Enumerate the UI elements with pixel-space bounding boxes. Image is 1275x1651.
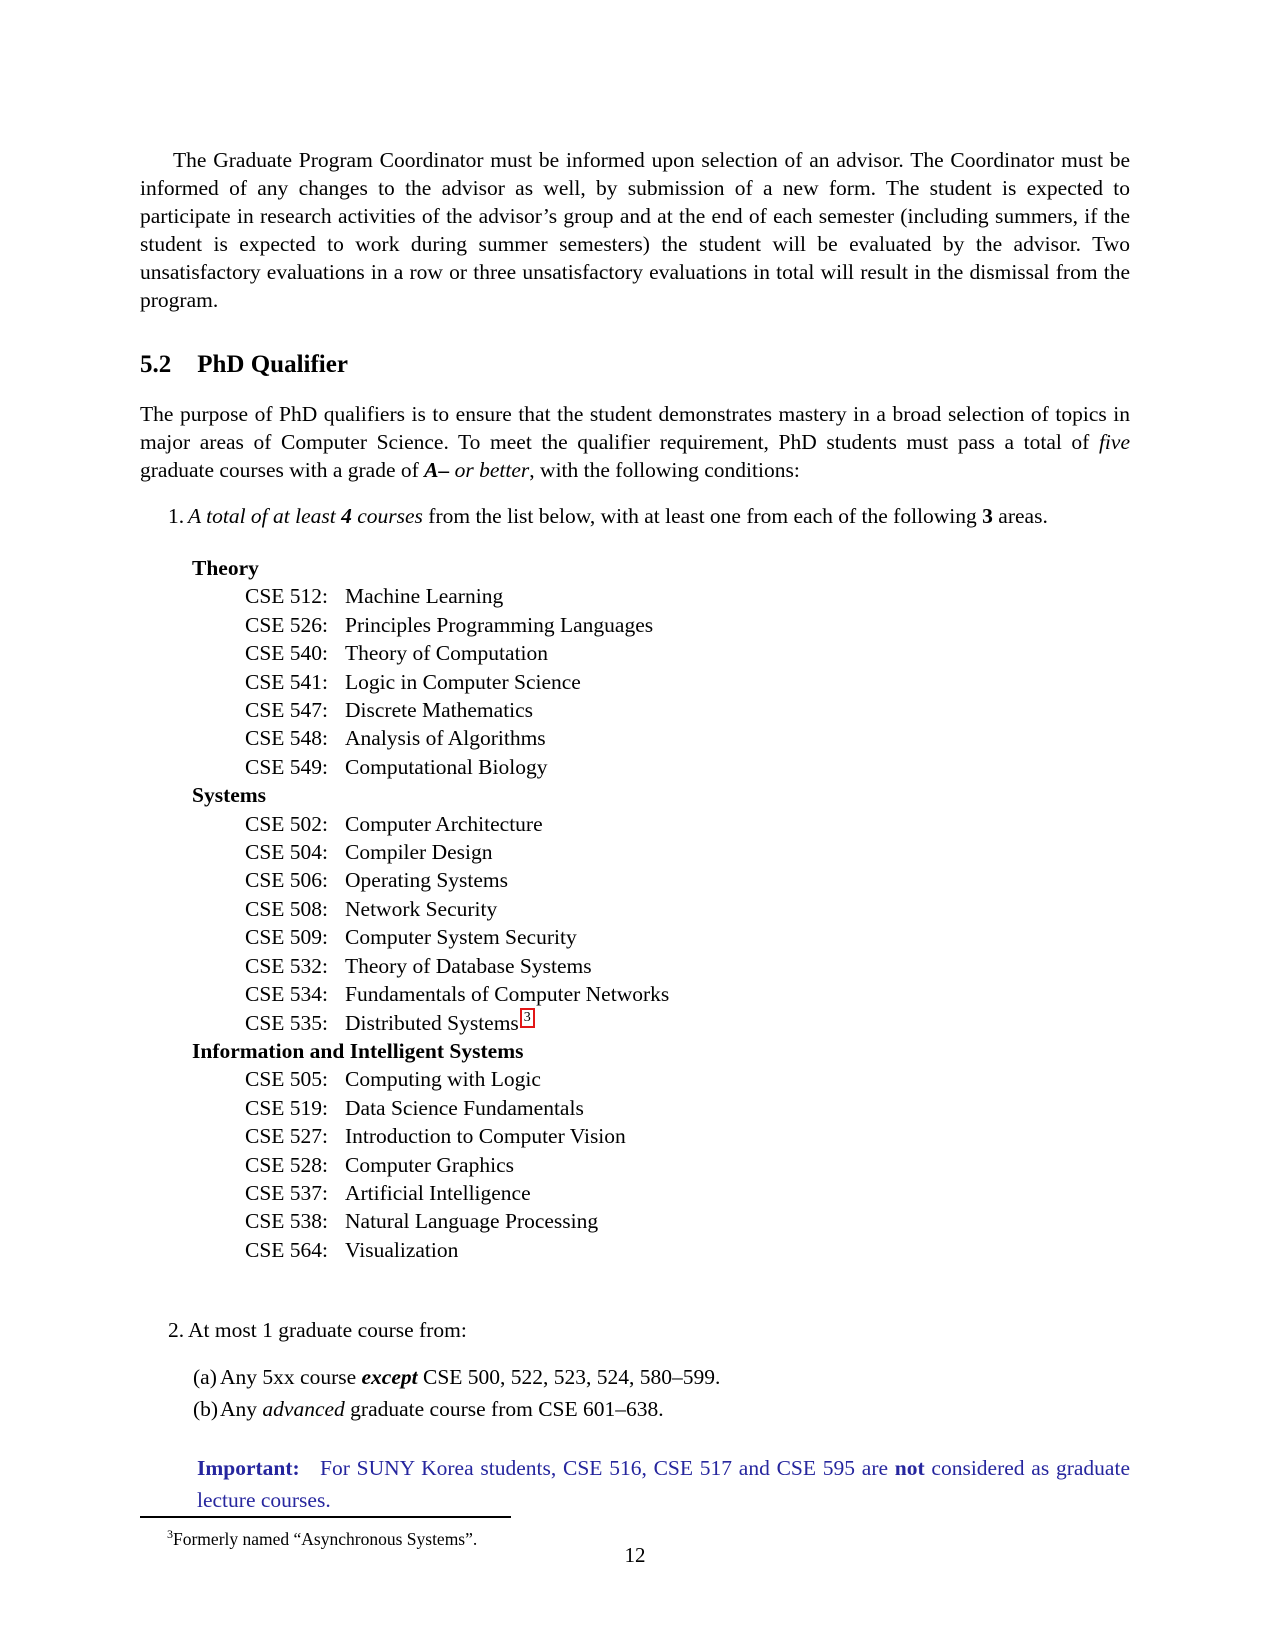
- section-number: 5.2: [140, 351, 172, 378]
- course-title: Computer System Security: [345, 925, 577, 950]
- subitem-a: [140, 1363, 1130, 1391]
- course-title: Natural Language Processing: [345, 1209, 599, 1234]
- area-heading-information-and-intelligent-systems: Information and Intelligent Systems: [192, 1038, 524, 1063]
- list-item-1: [140, 502, 1130, 530]
- course-title: Machine Learning: [345, 584, 504, 609]
- text-segment: courses: [351, 504, 423, 528]
- course-title: Fundamentals of Computer Networks: [345, 982, 670, 1007]
- course-title: Operating Systems: [345, 868, 509, 893]
- course-line: [140, 639, 1130, 667]
- section-heading: [140, 350, 1130, 380]
- text-segment: The purpose of PhD qualifiers is to ensure that the student demonstrates mastery in a broad selection of topics in major areas of Computer Science. To meet the qualifier requirement, PhD students must pass a total of: [140, 402, 1130, 454]
- footnote-text: Formerly named “Asynchronous Systems”.: [173, 1528, 478, 1549]
- course-code: CSE 538:: [245, 1209, 329, 1234]
- subitem-b-text: [220, 1397, 664, 1421]
- purpose-paragraph: [140, 400, 1130, 484]
- course-title: Theory of Computation: [345, 641, 549, 666]
- course-code: CSE 519:: [245, 1095, 329, 1120]
- course-line: [140, 668, 1130, 696]
- course-code: CSE 535:: [245, 1010, 329, 1035]
- course-code: CSE 504:: [245, 840, 329, 865]
- course-line: [140, 1065, 1130, 1093]
- item-2-text: At most 1 graduate course from:: [188, 1318, 467, 1343]
- subitem-b: [140, 1395, 1130, 1423]
- course-code: CSE 548:: [245, 726, 329, 751]
- course-code: CSE 534:: [245, 982, 329, 1007]
- course-title: Computing with Logic: [345, 1067, 541, 1092]
- course-code: CSE 537:: [245, 1180, 329, 1205]
- course-code: CSE 547:: [245, 698, 329, 723]
- footnote-link[interactable]: 3: [520, 1008, 535, 1028]
- text-segment: Any 5xx course: [220, 1365, 362, 1390]
- intro-paragraph: The Graduate Program Coordinator must be informed upon selection of an advisor. The Coordinator must be informed of any changes to the advisor as well, by submission of a new form. The student is expected to participate in research activities of the advisor’s group and at the end of each semester (including summers, if the student is expected to work during summer semesters) the student will be evaluated by the advisor. Two unsatisfactory evaluations in a row or three unsatisfactory evaluations in total will result in the dismissal from the program.: [140, 148, 1130, 312]
- course-code: CSE 527:: [245, 1124, 329, 1149]
- text-segment: five: [1098, 430, 1130, 454]
- course-title: Computer Graphics: [345, 1152, 514, 1177]
- footnote-rule: [140, 1516, 511, 1518]
- course-title: Artificial Intelligence: [345, 1180, 531, 1205]
- course-code: CSE 564:: [245, 1237, 329, 1262]
- text-segment: , with the following conditions:: [529, 458, 800, 482]
- item-1-marker: 1.: [168, 504, 185, 528]
- page-content: [140, 0, 1130, 1567]
- course-code: CSE 512:: [245, 584, 329, 609]
- course-code: CSE 532:: [245, 953, 329, 978]
- course-title: Network Security: [345, 896, 498, 921]
- course-title: Computational Biology: [345, 754, 548, 779]
- course-title: Logic in Computer Science: [345, 669, 581, 694]
- course-code: CSE 502:: [245, 811, 329, 836]
- course-line: [140, 838, 1130, 866]
- course-line: [140, 1236, 1130, 1264]
- subitem-b-marker: (b): [193, 1397, 219, 1422]
- course-area-list: [140, 554, 1130, 1264]
- text-segment: 4: [341, 504, 352, 528]
- list-item-2: [140, 1316, 1130, 1344]
- text-segment: CSE 500, 522, 523, 524, 580–599.: [417, 1365, 721, 1390]
- area-heading-systems: Systems: [192, 783, 267, 808]
- text-segment: from the list below, with at least one from each of the following: [422, 504, 983, 528]
- course-line: [140, 1151, 1130, 1179]
- text-segment: advanced: [262, 1397, 345, 1422]
- course-code: CSE 508:: [245, 896, 329, 921]
- course-title: Computer Architecture: [345, 811, 543, 836]
- course-line: [140, 1094, 1130, 1122]
- text-segment: or better: [449, 458, 530, 482]
- footnote-marker: 3: [167, 1527, 173, 1542]
- course-title: Visualization: [345, 1237, 459, 1262]
- course-line: [140, 1009, 1130, 1037]
- course-title: Discrete Mathematics: [345, 698, 534, 723]
- course-line: [140, 866, 1130, 894]
- text-segment: Important:: [197, 1456, 300, 1481]
- course-line: [140, 810, 1130, 838]
- text-segment: areas.: [992, 504, 1048, 528]
- course-line: [140, 582, 1130, 610]
- course-code: CSE 526:: [245, 612, 329, 637]
- course-code: CSE 509:: [245, 925, 329, 950]
- area-heading-theory: Theory: [192, 556, 259, 580]
- important-note: [197, 1452, 1130, 1516]
- course-code: CSE 549:: [245, 754, 329, 779]
- course-code: CSE 505:: [245, 1067, 329, 1092]
- course-line: [140, 753, 1130, 781]
- course-line: [140, 1179, 1130, 1207]
- course-line: [140, 1122, 1130, 1150]
- text-segment: except: [361, 1365, 418, 1390]
- text-segment: Any: [220, 1397, 263, 1422]
- course-title: Introduction to Computer Vision: [345, 1124, 626, 1149]
- subitem-a-text: [220, 1365, 720, 1389]
- text-segment: graduate courses with a grade of: [140, 458, 425, 482]
- course-line: [140, 696, 1130, 724]
- text-segment: considered as graduate lecture courses.: [197, 1456, 1130, 1513]
- text-segment: A total of at least: [188, 504, 342, 528]
- course-code: CSE 540:: [245, 641, 329, 666]
- text-segment: 3: [982, 504, 993, 528]
- course-line: [140, 1207, 1130, 1235]
- section-title: PhD Qualifier: [197, 351, 348, 378]
- text-segment: A–: [424, 458, 450, 482]
- course-line: [140, 952, 1130, 980]
- course-line: [140, 923, 1130, 951]
- item-2-marker: 2.: [168, 1318, 185, 1343]
- item-1-text: [188, 504, 1048, 528]
- course-code: CSE 541:: [245, 669, 329, 694]
- course-title: Compiler Design: [345, 840, 493, 865]
- course-title: Analysis of Algorithms: [345, 726, 546, 751]
- course-line: [140, 724, 1130, 752]
- text-segment: For SUNY Korea students, CSE 516, CSE 517 and CSE 595 are: [299, 1456, 895, 1481]
- course-code: CSE 528:: [245, 1152, 329, 1177]
- text-segment: not: [894, 1456, 925, 1481]
- subitem-a-marker: (a): [193, 1365, 217, 1390]
- course-line: [140, 980, 1130, 1008]
- course-title: Theory of Database Systems: [345, 953, 592, 978]
- course-title: Distributed Systems: [345, 1010, 519, 1035]
- text-segment: graduate course from CSE 601–638.: [344, 1397, 664, 1422]
- course-title: Principles Programming Languages: [345, 612, 654, 637]
- page-number: 12: [624, 1543, 646, 1567]
- course-code: CSE 506:: [245, 868, 329, 893]
- course-line: [140, 611, 1130, 639]
- course-title: Data Science Fundamentals: [345, 1095, 584, 1120]
- course-line: [140, 895, 1130, 923]
